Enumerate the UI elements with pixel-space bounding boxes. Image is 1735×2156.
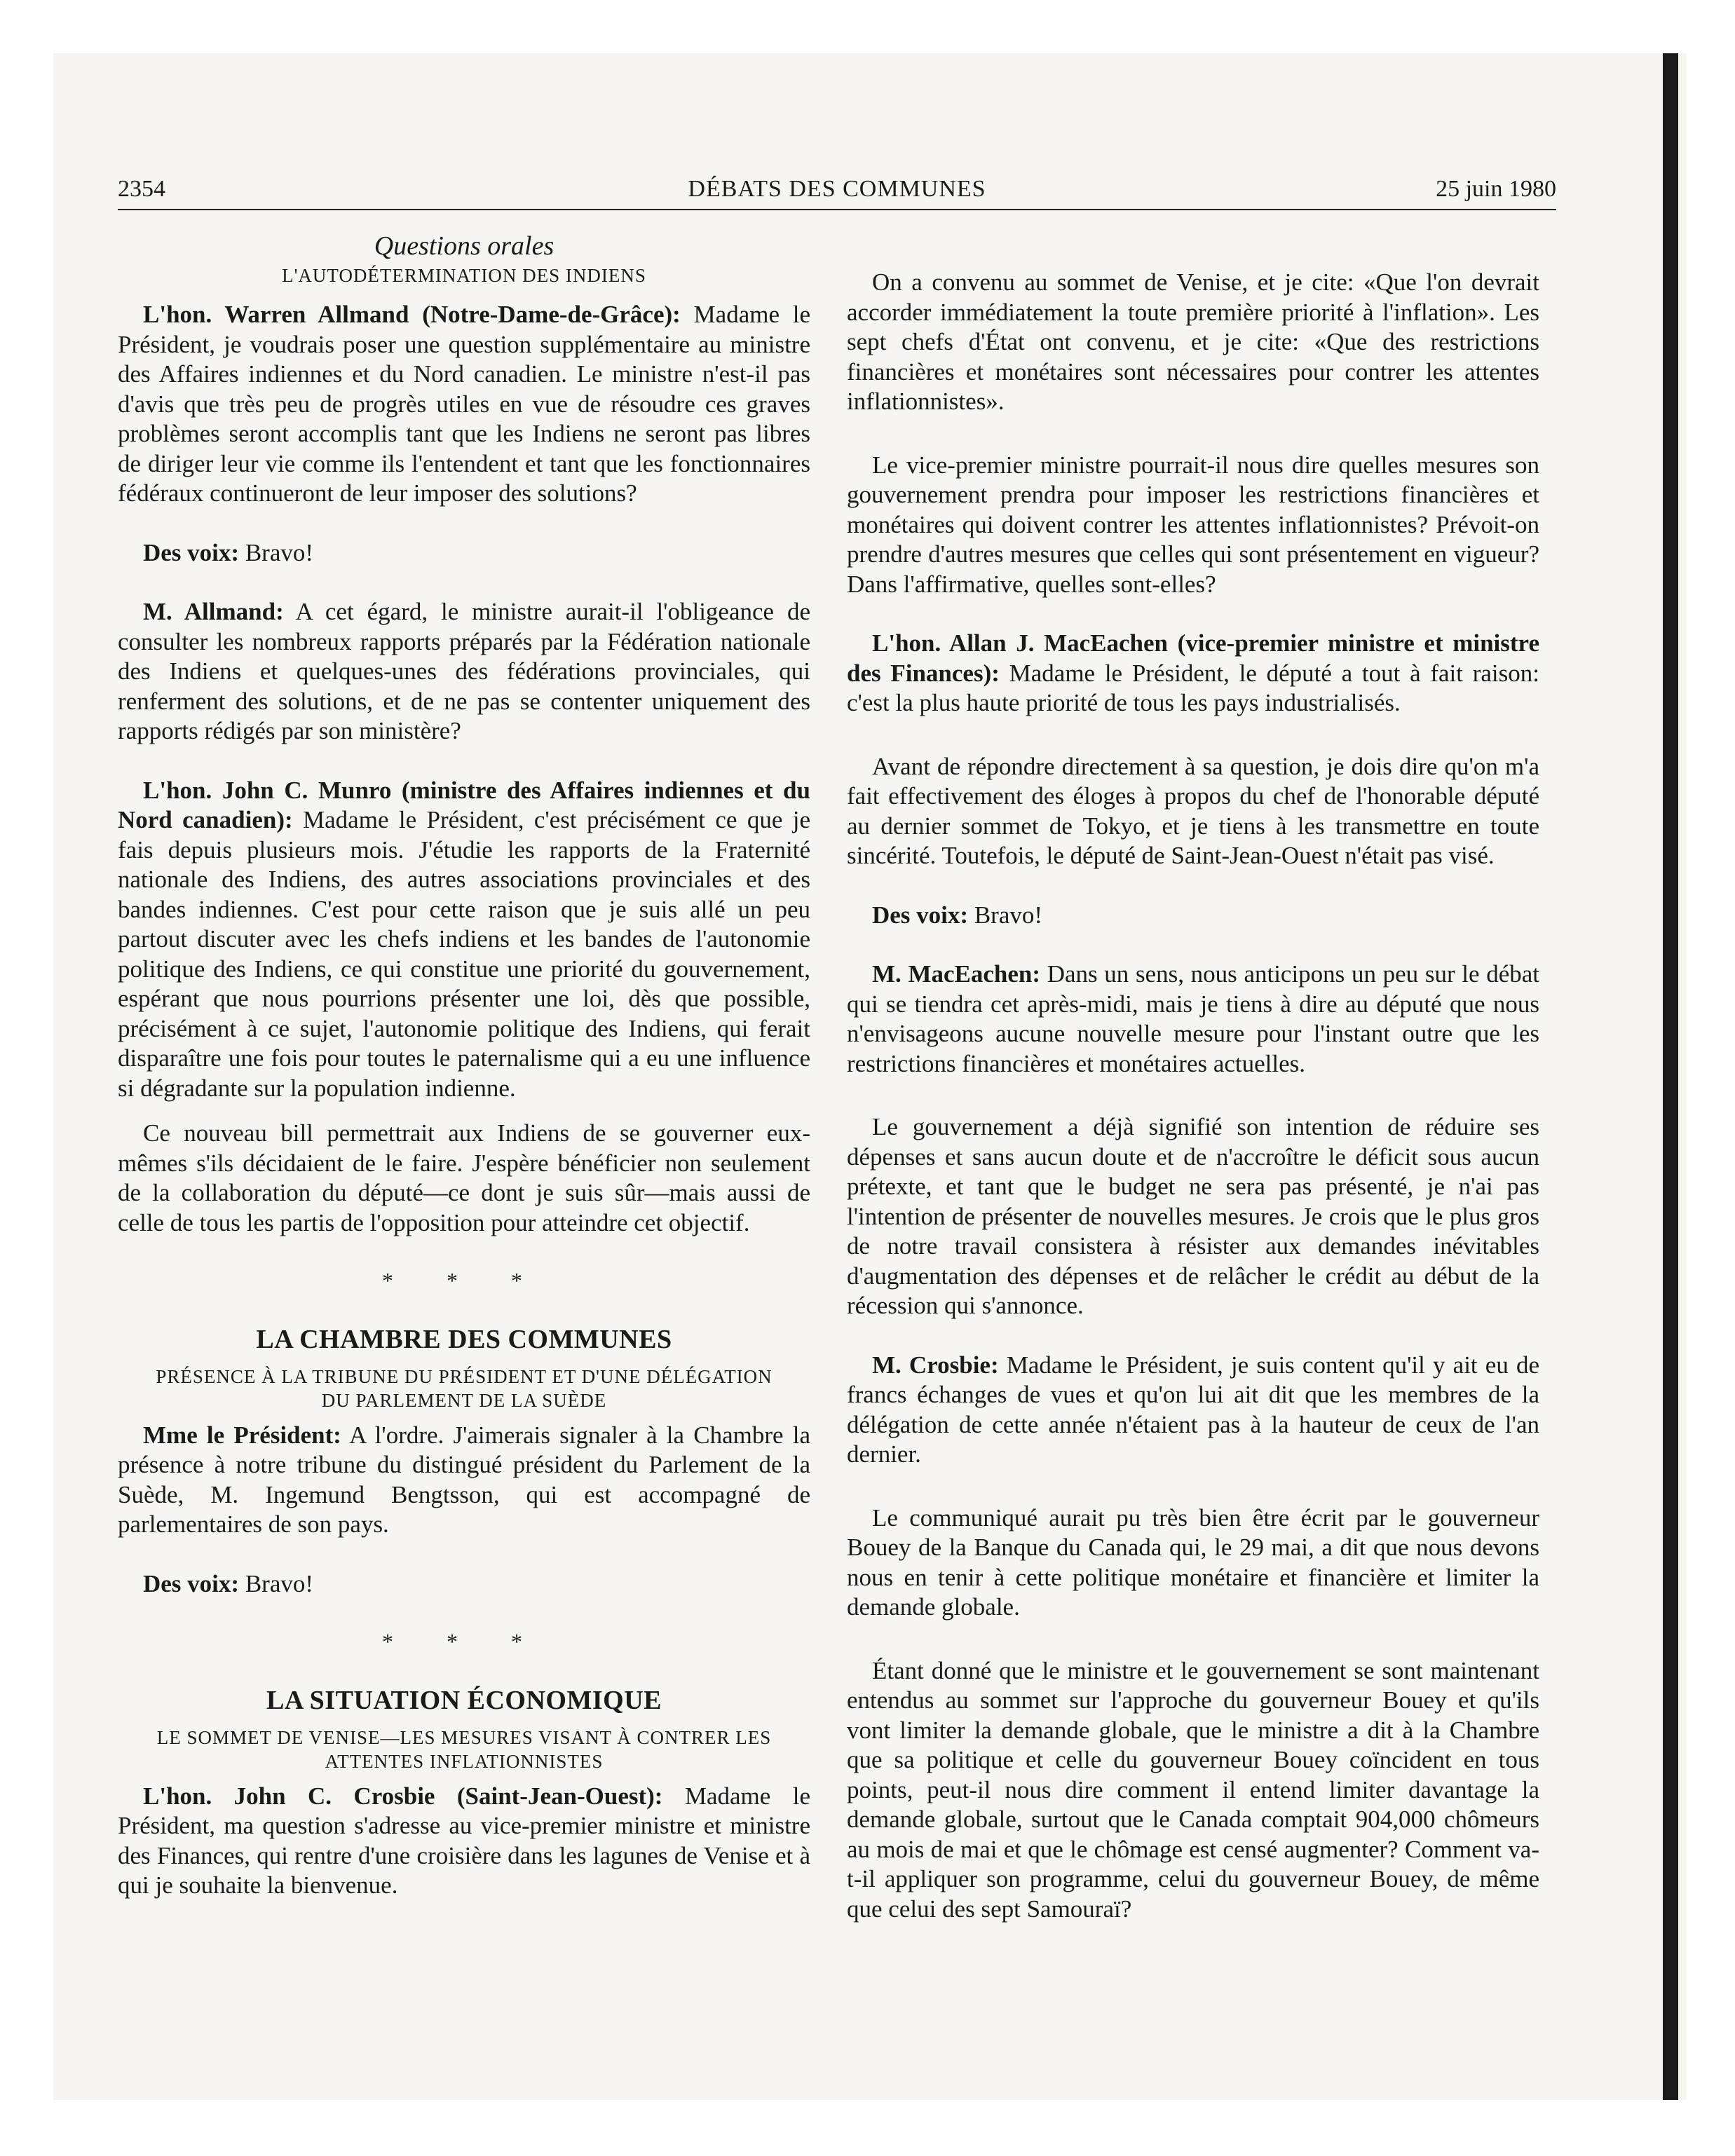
paragraph <box>118 538 810 568</box>
paragraph: Le gouvernement a déjà signifié son intention de réduire ses dépenses et sans aucun doute et de n'accroître le déficit sous aucun prétexte, et tant que le budget ne sera pas présenté, je n'ai pas l'intention de présenter de nouvelles mesures. Je crois que le plus gros de notre travail consistera à résister aux demandes inévitables d'augmentation des dépenses et de relâcher le crédit au début de la récession qui s'annonce. <box>847 1113 1539 1319</box>
paragraph: Étant donné que le ministre et le gouvernement se sont maintenant entendus au sommet sur l'approche du gouverneur Bouey et qu'ils vont limiter la demande globale, que le ministre a dit à la Chambre que sa politique et celle du gouverneur Bouey coïncident en tous points, peut-il nous dire comment il entend limiter davantage la demande globale, surtout que le Canada comptait 904,000 chômeurs au mois de mai et que le chômage est censé augmenter? Comment va-t-il appliquer son programme, celui du gouverneur Bouey, de même que celui des sept Samouraï? <box>847 1656 1539 1923</box>
paragraph <box>847 1351 1539 1470</box>
paragraph: Avant de répondre directement à sa question, je dois dire qu'on m'a fait effectivement des éloges à propos du chef de l'honorable député au dernier sommet de Tokyo, et je tiens à les transmettre en toute sincérité. Toutefois, le député de Saint-Jean-Ouest n'était pas visé. <box>847 752 1539 869</box>
paragraph <box>847 901 1539 931</box>
page-edge-bar <box>1663 53 1678 2100</box>
speaker-name: Des voix: <box>872 901 969 929</box>
subsection-heading: LE SOMMET DE VENISE—LES MESURES VISANT À CONTRER LES ATTENTES INFLATIONNISTES <box>156 1726 772 1772</box>
section-heading: LA SITUATION ÉCONOMIQUE <box>266 1685 662 1715</box>
speech-text: Dans un sens, nous anticipons un peu sur le débat qui se tiendra cet après-midi, mais je tiens à dire au député que nous n'envisageons aucune nouvelle mesure pour l'instant outre que les restrictions financières et monétaires actuelles. <box>847 960 1539 1077</box>
speaker-name: Mme le Président: <box>143 1421 341 1449</box>
section-separator: * * * <box>382 1629 546 1654</box>
paragraph <box>118 597 810 746</box>
paragraph: On a convenu au sommet de Venise, et je cite: «Que l'on devrait accorder immédiatement la toute première priorité à l'inflation». Les sept chefs d'État ont convenu, et je cite: «Que des restrictions financières et monétaires sont nécessaires pour contrer les attentes inflationnistes». <box>847 268 1539 415</box>
speaker-name: M. Crosbie: <box>872 1351 999 1379</box>
speaker-name: Des voix: <box>143 538 240 566</box>
paragraph <box>847 960 1539 1079</box>
speech-text: Madame le Président, c'est précisément ce que je fais depuis plusieurs mois. J'étudie les rapports de la Fraternité nationale des Indiens, des autres associations provinciales et des bandes indiennes. C'est pour cette raison que je suis allé un peu partout discuter avec les chefs indiens et les bandes de l'autonomie politique des Indiens, ce qui constitue une priorité du gouvernement, espérant que nous pourrions présenter une loi, dès que possible, précisément à ce sujet, l'autonomie politique des Indiens, qui ferait disparaître une fois pour toutes le paternalisme qui a eu une influence si dégradante sur la population indienne. <box>118 806 811 1102</box>
paragraph: Ce nouveau bill permettrait aux Indiens de se gouverner eux-mêmes s'ils décidaient de le faire. J'espère bénéficier non seulement de la collaboration du député—ce dont je suis sûr—mais aussi de celle de tous les partis de l'opposition pour atteindre cet objectif. <box>118 1119 810 1236</box>
left-column <box>118 231 810 1901</box>
speaker-name: Des voix: <box>143 1569 240 1597</box>
speech-text: Bravo! <box>968 901 1043 929</box>
publication-title: DÉBATS DES COMMUNES <box>688 176 986 202</box>
paragraph <box>847 629 1539 718</box>
subsection-heading: L'AUTODÉTERMINATION DES INDIENS <box>282 265 646 286</box>
section-heading: LA CHAMBRE DES COMMUNES <box>256 1324 672 1354</box>
speaker-name: M. Allmand: <box>143 598 284 625</box>
speech-text: Madame le Président, le député a tout à fait raison: c'est la plus haute priorité de tous les pays industrialisés. <box>847 659 1540 716</box>
publication-date: 25 juin 1980 <box>1436 176 1556 202</box>
speech-text: Madame le Président, ma question s'adresse au vice-premier ministre et ministre des Finances, qui rentre d'une croisière dans les lagunes de Venise et à qui je souhaite la bienvenue. <box>118 1782 810 1899</box>
speaker-name: L'hon. Allan J. MacEachen (vice-premier ministre et ministre des Finances): <box>847 629 1539 687</box>
paragraph: Le communiqué aurait pu très bien être écrit par le gouverneur Bouey de la Banque du Canada qui, le 29 mai, a dit que nous devons nous en tenir à cette politique monétaire et financière et limiter la demande globale. <box>847 1503 1539 1621</box>
paragraph <box>118 776 810 1104</box>
page-number: 2354 <box>118 176 165 202</box>
page-header <box>118 175 1556 210</box>
section-heading: Questions orales <box>374 231 554 261</box>
speech-text: A cet égard, le ministre aurait-il l'obligeance de consulter les nombreux rapports préparés par la Fédération nationale des Indiens et quelques-unes des fédérations provinciales, qui renferment des solutions, et de ne pas se contenter uniquement des rapports rédigés par son ministère? <box>118 598 810 744</box>
speech-text: A l'ordre. J'aimerais signaler à la Chambre la présence à notre tribune du distingué président du Parlement de la Suède, M. Ingemund Bengtsson, qui est accompagné de parlementaires de son pays. <box>118 1421 810 1538</box>
paragraph <box>118 1782 810 1901</box>
right-column <box>847 268 1539 1924</box>
subsection-heading: PRÉSENCE À LA TRIBUNE DU PRÉSIDENT ET D'UNE DÉLÉGATION DU PARLEMENT DE LA SUÈDE <box>156 1365 773 1411</box>
paragraph <box>118 300 810 509</box>
speaker-name: L'hon. John C. Crosbie (Saint-Jean-Ouest): <box>143 1782 663 1810</box>
speech-text: Madame le Président, je suis content qu'il y ait eu de francs échanges de vues et qu'on lui ait dit que les membres de la délégation de cette année n'étaient pas à la hauteur de ceux de l'an dernier. <box>847 1351 1540 1468</box>
paragraph <box>118 1421 810 1540</box>
speech-text: Madame le Président, je voudrais poser une question supplémentaire au ministre des Affaires indiennes et du Nord canadien. Le ministre n'est-il pas d'avis que très peu de progrès utiles en vue de résoudre ces graves problèmes seront accomplis tant que les Indiens ne seront pas libres de diriger leur vie comme ils l'entendent et tant que les fonctionnaires fédéraux continueront de leur imposer des solutions? <box>118 301 810 507</box>
speech-text: Bravo! <box>239 538 314 566</box>
speech-text: Bravo! <box>239 1569 314 1597</box>
paragraph: Le vice-premier ministre pourrait-il nous dire quelles mesures son gouvernement prendra pour imposer les restrictions financières et monétaires qui doivent contrer les attentes inflationnistes? Prévoit-on prendre d'autres mesures que celles qui sont présentement en vigueur? Dans l'affirmative, quelles sont-elles? <box>847 451 1539 598</box>
speaker-name: M. MacEachen: <box>872 960 1041 988</box>
section-separator: * * * <box>382 1268 546 1293</box>
speaker-name: L'hon. John C. Munro (ministre des Affaires indiennes et du Nord canadien): <box>118 776 810 833</box>
paragraph <box>118 1569 810 1599</box>
speaker-name: L'hon. Warren Allmand (Notre-Dame-de-Grâce): <box>143 301 681 328</box>
